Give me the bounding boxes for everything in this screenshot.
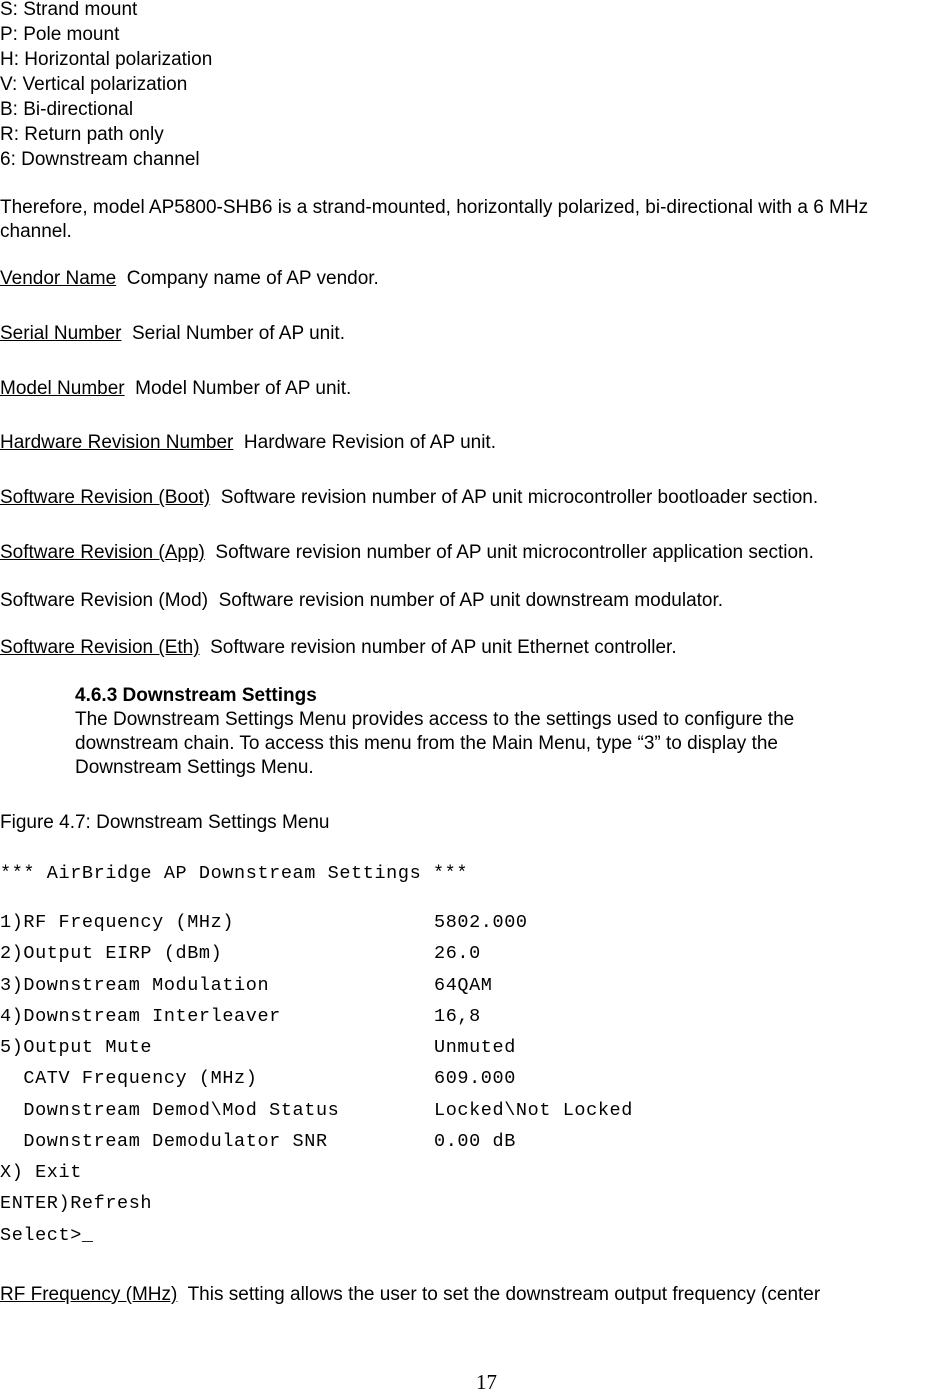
legend-item: S: Strand mount bbox=[0, 0, 138, 20]
legend-item: 6: Downstream channel bbox=[0, 149, 200, 170]
console-row bbox=[0, 942, 952, 966]
console-row bbox=[0, 1130, 952, 1154]
definition-term: Software Revision (Boot) bbox=[0, 487, 211, 508]
section-line: The Downstream Settings Menu provides access to the settings used to configure the bbox=[75, 709, 795, 730]
console-row bbox=[0, 1036, 952, 1060]
console-row-label: Downstream Demodulator SNR bbox=[0, 1131, 328, 1152]
definition-software-app bbox=[0, 541, 814, 565]
section-line: Downstream Settings Menu. bbox=[75, 757, 314, 778]
definition-software-eth bbox=[0, 636, 677, 660]
console-title: *** AirBridge AP Downstream Settings *** bbox=[0, 863, 469, 884]
console-row bbox=[0, 1067, 952, 1091]
definition-term: Software Revision (Eth) bbox=[0, 637, 200, 658]
console-row-label: CATV Frequency (MHz) bbox=[0, 1068, 258, 1089]
console-refresh-option: ENTER)Refresh bbox=[0, 1193, 153, 1214]
console-row-value: Locked\Not Locked bbox=[434, 1100, 633, 1121]
definition-desc: Software revision number of AP unit Ethernet controller. bbox=[199, 637, 677, 658]
definition-software-mod bbox=[0, 589, 723, 613]
figure-caption: Figure 4.7: Downstream Settings Menu bbox=[0, 812, 330, 833]
definition-serial-number bbox=[0, 322, 345, 346]
legend-item: H: Horizontal polarization bbox=[0, 49, 213, 70]
definition-hardware-revision bbox=[0, 431, 496, 455]
console-select-prompt: Select>_ bbox=[0, 1225, 94, 1246]
definition-desc: Software revision number of AP unit microcontroller bootloader section. bbox=[210, 487, 819, 508]
console-row-label: 1)RF Frequency (MHz) bbox=[0, 912, 235, 933]
definition-desc: Model Number of AP unit. bbox=[124, 378, 352, 399]
definition-desc: Software revision number of AP unit microcontroller application section. bbox=[204, 542, 814, 563]
rf-frequency-paragraph bbox=[0, 1283, 820, 1307]
console-row-value: 26.0 bbox=[434, 943, 481, 964]
legend-item: P: Pole mount bbox=[0, 24, 120, 45]
definition-term: Software Revision (Mod) bbox=[0, 590, 209, 611]
definition-term: Serial Number bbox=[0, 323, 122, 344]
definition-term: Hardware Revision Number bbox=[0, 432, 234, 453]
definition-desc: Software revision number of AP unit downstream modulator. bbox=[208, 590, 724, 611]
console-row-label: 4)Downstream Interleaver bbox=[0, 1006, 281, 1027]
therefore-line-2: channel. bbox=[0, 221, 72, 242]
section-heading: 4.6.3 Downstream Settings bbox=[75, 685, 317, 706]
console-row bbox=[0, 1099, 952, 1123]
console-row-value: 0.00 dB bbox=[434, 1131, 516, 1152]
legend-item: V: Vertical polarization bbox=[0, 74, 188, 95]
console-row-label: 2)Output EIRP (dBm) bbox=[0, 943, 223, 964]
definition-desc: Company name of AP vendor. bbox=[116, 268, 379, 289]
console-row-value: 16,8 bbox=[434, 1006, 481, 1027]
console-row bbox=[0, 1005, 952, 1029]
definition-term: Model Number bbox=[0, 378, 125, 399]
console-row-value: Unmuted bbox=[434, 1037, 516, 1058]
console-row-value: 609.000 bbox=[434, 1068, 516, 1089]
definition-model-number bbox=[0, 377, 351, 401]
definition-software-boot bbox=[0, 486, 818, 510]
page-number: 17 bbox=[476, 1370, 497, 1394]
console-row bbox=[0, 911, 952, 935]
legend-item: B: Bi-directional bbox=[0, 99, 134, 120]
definition-desc: Hardware Revision of AP unit. bbox=[233, 432, 496, 453]
console-row bbox=[0, 974, 952, 998]
therefore-line-1: Therefore, model AP5800-SHB6 is a strand-mounted, horizontally polarized, bi-directional with a 6 MHz bbox=[0, 197, 869, 218]
console-row-label: 5)Output Mute bbox=[0, 1037, 153, 1058]
console-exit-option: X) Exit bbox=[0, 1162, 82, 1183]
definition-term: Software Revision (App) bbox=[0, 542, 205, 563]
definition-vendor-name bbox=[0, 267, 379, 291]
console-row-label: 3)Downstream Modulation bbox=[0, 975, 270, 996]
definition-desc: Serial Number of AP unit. bbox=[121, 323, 345, 344]
definition-term: RF Frequency (MHz) bbox=[0, 1284, 178, 1305]
console-row-label: Downstream Demod\Mod Status bbox=[0, 1100, 340, 1121]
section-line: downstream chain. To access this menu from the Main Menu, type “3” to display the bbox=[75, 733, 778, 754]
console-row-value: 64QAM bbox=[434, 975, 493, 996]
legend-item: R: Return path only bbox=[0, 124, 164, 145]
console-row-value: 5802.000 bbox=[434, 912, 528, 933]
definition-term: Vendor Name bbox=[0, 268, 117, 289]
definition-desc: This setting allows the user to set the downstream output frequency (center bbox=[177, 1284, 821, 1305]
